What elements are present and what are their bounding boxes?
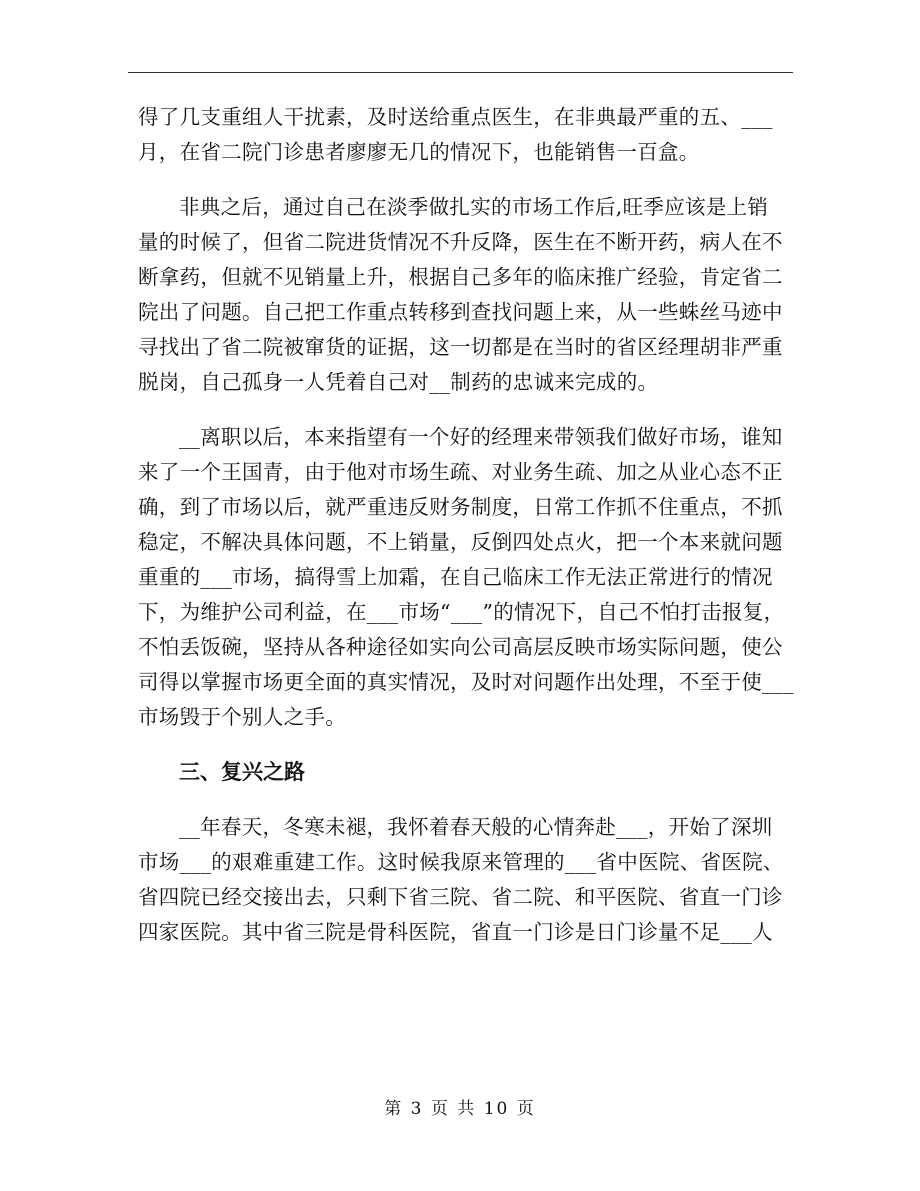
paragraph-line: 确，到了市场以后，就严重违反财务制度，日常工作抓不住重点，不抓 [138,495,783,519]
header-rule [128,72,793,73]
paragraph-line: 得了几支重组人干扰素，及时送给重点医生，在非典最严重的五、___ [138,105,773,129]
paragraph-line: 司得以掌握市场更全面的真实情况，及时对问题作出处理，不至于使___ [138,670,794,694]
paragraph-line: __年春天，冬寒未褪，我怀着春天般的心情奔赴___，开始了深圳 [179,815,773,839]
paragraph-line: __离职以后，本来指望有一个好的经理来带领我们做好市场，谁知 [179,425,783,449]
body-text [138,100,794,950]
paragraph-line: 脱岗，自己孤身一人凭着自己对__制药的忠诚来完成的。 [138,370,659,394]
page-number: 第 3 页 共 10 页 [384,1099,536,1119]
paragraph-line: 省四院已经交接出去，只剩下省三院、省二院、和平医院、省直一门诊 [138,885,783,909]
paragraph-line: 市场毁于个别人之手。 [138,705,346,729]
paragraph-line: 来了一个王国青，由于他对市场生疏、对业务生疏、加之从业心态不正 [138,460,783,484]
paragraph-line: 断拿药，但就不见销量上升，根据自己多年的临床推广经验，肯定省二 [138,265,783,289]
paragraph-line: 四家医院。其中省三院是骨科医院，省直一门诊是日门诊量不足___人 [138,920,773,944]
paragraph-line: 市场___的艰难重建工作。这时候我原来管理的___省中医院、省医院、 [138,850,784,874]
paragraph-line: 稳定，不解决具体问题，不上销量，反倒四处点火，把一个本来就问题 [138,530,783,554]
paragraph-line: 院出了问题。自己把工作重点转移到查找问题上来，从一些蛛丝马迹中 [138,300,783,324]
paragraph-line: 重重的___市场，搞得雪上加霜，在自己临床工作无法正常进行的情况 [138,565,773,589]
paragraph-line: 不怕丢饭碗，坚持从各种途径如实向公司高层反映市场实际问题，使公 [138,635,783,659]
section-heading: 三、复兴之路 [179,760,305,784]
paragraph-line: 月，在省二院门诊患者廖廖无几的情况下，也能销售一百盒。 [138,140,700,164]
paragraph-line: 下，为维护公司利益，在___市场“___”的情况下，自己不怕打击报复， [138,600,785,624]
paragraph-line: 寻找出了省二院被窜货的证据，这一切都是在当时的省区经理胡非严重 [138,335,783,359]
paragraph-line: 量的时候了，但省二院进货情况不升反降，医生在不断开药，病人在不 [138,230,783,254]
paragraph-line: 非典之后，通过自己在淡季做扎实的市场工作后,旺季应该是上销 [179,195,769,219]
